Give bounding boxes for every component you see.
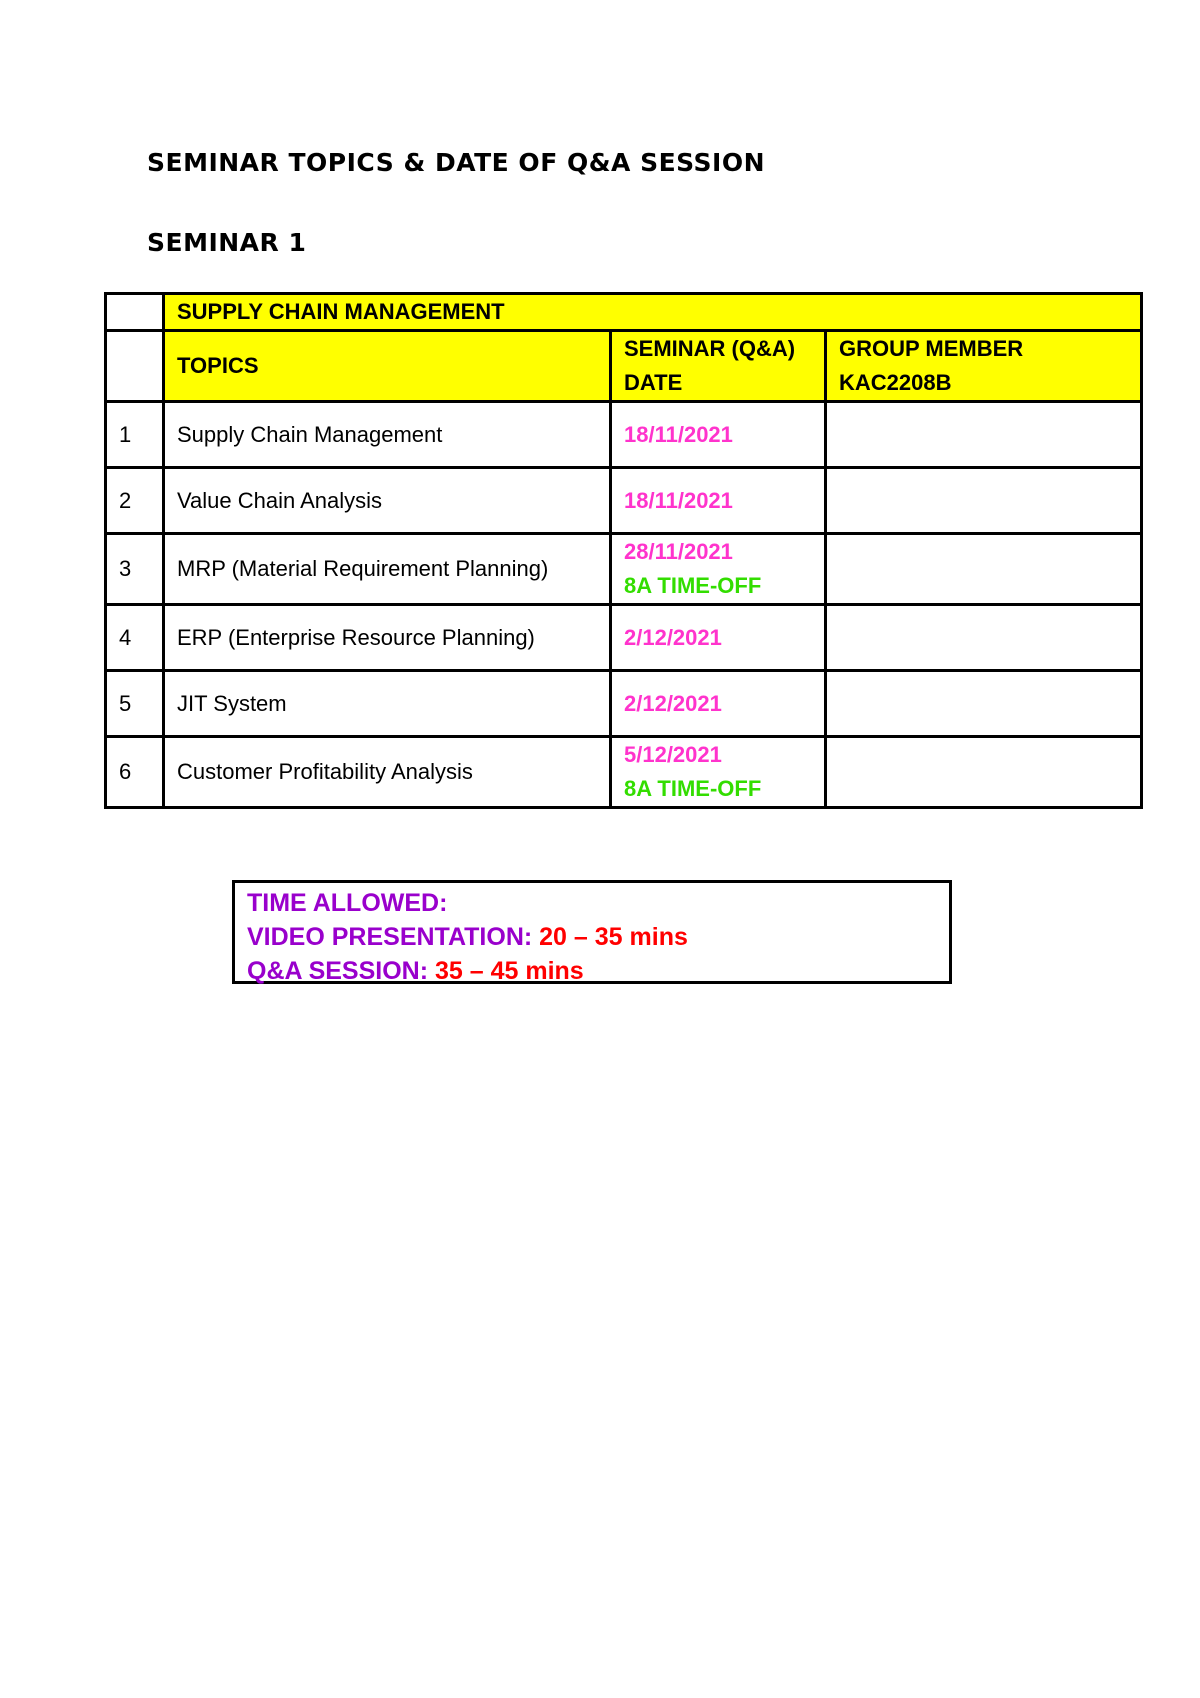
section-header-cell: SUPPLY CHAIN MANAGEMENT [164, 294, 1142, 331]
row-date-cell [611, 737, 826, 808]
row-topic-cell: JIT System [164, 671, 611, 737]
header-date-cell [611, 331, 826, 402]
table-row [106, 671, 1142, 737]
row-date-cell [611, 468, 826, 534]
video-presentation-label: VIDEO PRESENTATION: [247, 923, 540, 951]
header-date-line2: DATE [624, 370, 683, 395]
row-date-cell [611, 605, 826, 671]
qa-session-label: Q&A SESSION: [247, 957, 435, 985]
document-title: SEMINAR TOPICS & DATE OF Q&A SESSION [147, 148, 766, 177]
table-body [106, 402, 1142, 808]
table-row [106, 605, 1142, 671]
row-date-text: 2/12/2021 [624, 690, 722, 716]
row-topic-cell: Supply Chain Management [164, 402, 611, 468]
row-group-member-cell [826, 737, 1142, 808]
time-allowed-heading: TIME ALLOWED: [247, 889, 448, 917]
row-date-text: 18/11/2021 [624, 421, 733, 447]
row-number-cell: 3 [106, 534, 164, 605]
row-date-cell [611, 402, 826, 468]
row-number-cell: 6 [106, 737, 164, 808]
row-time-off-note: 8A TIME-OFF [624, 573, 762, 598]
row-date-cell [611, 671, 826, 737]
row-topic-cell: ERP (Enterprise Resource Planning) [164, 605, 611, 671]
time-allowed-box [232, 880, 952, 984]
row-number-cell: 5 [106, 671, 164, 737]
header-date-line1: SEMINAR (Q&A) [624, 336, 796, 361]
table-row [106, 534, 1142, 605]
row-number-cell: 2 [106, 468, 164, 534]
row-date-text: 18/11/2021 [624, 487, 733, 513]
section-title: SEMINAR 1 [147, 228, 307, 257]
row-group-member-cell [826, 468, 1142, 534]
row-date-text: 28/11/2021 [624, 539, 733, 564]
section-header-empty-cell [106, 294, 164, 331]
row-date-cell [611, 534, 826, 605]
row-topic-cell: Value Chain Analysis [164, 468, 611, 534]
row-topic-cell: Customer Profitability Analysis [164, 737, 611, 808]
header-num-cell [106, 331, 164, 402]
row-number-cell: 1 [106, 402, 164, 468]
table-row [106, 468, 1142, 534]
row-date-text: 5/12/2021 [624, 742, 722, 767]
qa-session-value: 35 – 45 mins [435, 957, 584, 985]
row-number-cell: 4 [106, 605, 164, 671]
header-topics-cell: TOPICS [164, 331, 611, 402]
header-group-line2: KAC2208B [839, 370, 952, 395]
row-date-text: 2/12/2021 [624, 624, 722, 650]
table-section-row [106, 294, 1142, 331]
qa-session-line [247, 954, 937, 988]
row-group-member-cell [826, 534, 1142, 605]
table-row [106, 737, 1142, 808]
row-group-member-cell [826, 402, 1142, 468]
seminar-topics-table [104, 292, 1143, 809]
row-group-member-cell [826, 671, 1142, 737]
row-group-member-cell [826, 605, 1142, 671]
header-group-cell [826, 331, 1142, 402]
header-group-line1: GROUP MEMBER [839, 336, 1024, 361]
table-row [106, 402, 1142, 468]
row-topic-cell: MRP (Material Requirement Planning) [164, 534, 611, 605]
row-time-off-note: 8A TIME-OFF [624, 776, 762, 801]
table-header-row [106, 331, 1142, 402]
video-presentation-line [247, 920, 937, 954]
video-presentation-value: 20 – 35 mins [539, 923, 688, 951]
